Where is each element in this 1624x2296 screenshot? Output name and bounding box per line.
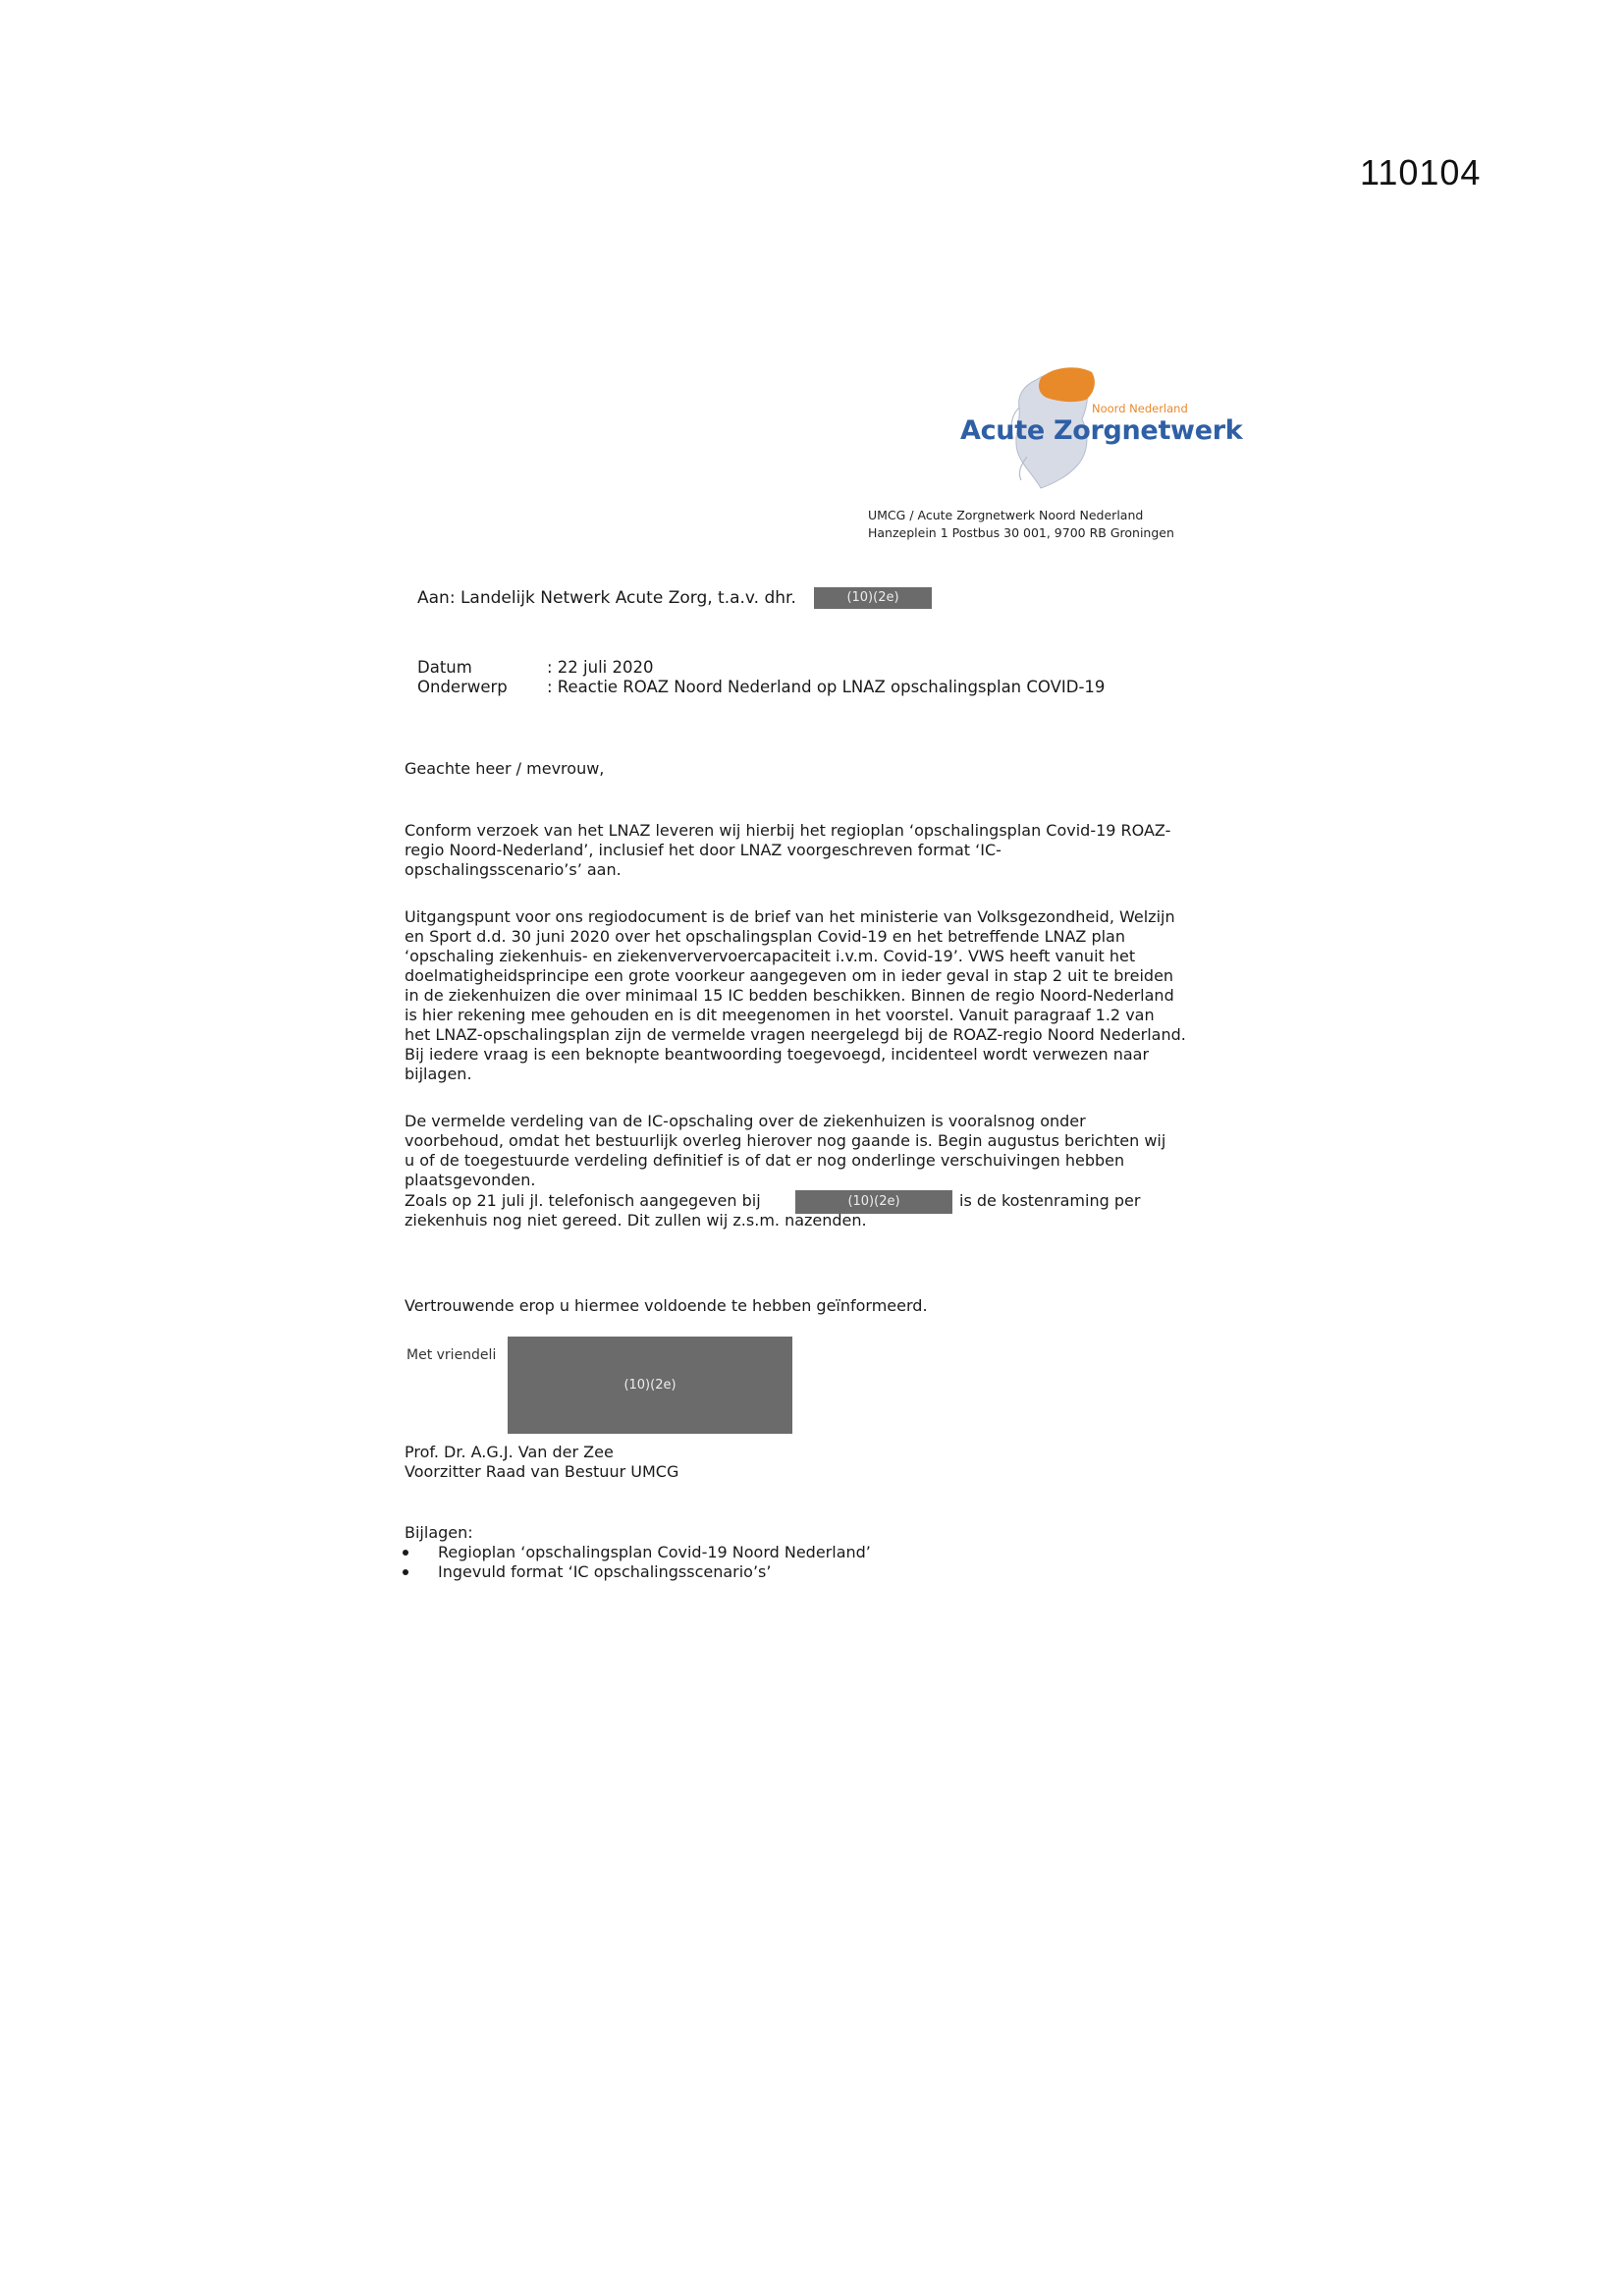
paragraph-1: [405, 821, 1239, 880]
attachments-label: Bijlagen:: [405, 1523, 473, 1542]
paragraph-line: Uitgangspunt voor ons regiodocument is de brief van het ministerie van Volksgezondheid, Welzijn: [405, 907, 1175, 926]
paragraph-4-line-1-start: Zoals op 21 juli jl. telefonisch aangegeven bij: [405, 1191, 761, 1210]
bullet-icon: [403, 1569, 408, 1575]
redaction-box: (10)(2e): [795, 1190, 952, 1214]
paragraph-4-line-1-end: is de kostenraming per: [959, 1191, 1141, 1210]
paragraph-line: en Sport d.d. 30 juni 2020 over het opschalingsplan Covid-19 en het betreffende LNAZ plan: [405, 927, 1125, 946]
sender-address: [868, 507, 1174, 542]
closing-sentence: Vertrouwende erop u hiermee voldoende te hebben geïnformeerd.: [405, 1296, 928, 1315]
signatory-title: Voorzitter Raad van Bestuur UMCG: [405, 1462, 679, 1481]
paragraph-line: plaatsgevonden.: [405, 1171, 536, 1189]
logo-subtitle: Noord Nederland: [1092, 402, 1188, 415]
paragraph-4-line-2: ziekenhuis nog niet gereed. Dit zullen wij z.s.m. nazenden.: [405, 1211, 867, 1230]
logo-title: Acute Zorgnetwerk: [960, 415, 1243, 446]
sender-line-2: Hanzeplein 1 Postbus 30 001, 9700 RB Groningen: [868, 525, 1174, 540]
document-number: 110104: [1360, 152, 1482, 192]
closing-greeting: Met vriendeli: [406, 1347, 497, 1363]
paragraph-3: [405, 1112, 1239, 1190]
paragraph-line: Conform verzoek van het LNAZ leveren wij hierbij het regioplan ‘opschalingsplan Covid-19 ROAZ-: [405, 821, 1171, 840]
subject-value: : Reactie ROAZ Noord Nederland op LNAZ opschalingsplan COVID-19: [547, 678, 1106, 696]
paragraph-line: ‘opschaling ziekenhuis- en ziekenververvoercapaciteit i.v.m. Covid-19’. VWS heeft vanuit het: [405, 947, 1136, 965]
paragraph-line: De vermelde verdeling van de IC-opschaling over de ziekenhuizen is vooralsnog onder: [405, 1112, 1086, 1130]
bullet-icon: [403, 1550, 408, 1556]
paragraph-line: in de ziekenhuizen die over minimaal 15 IC bedden beschikken. Binnen de regio Noord-Nederland: [405, 986, 1174, 1005]
paragraph-line: bijlagen.: [405, 1065, 472, 1083]
paragraph-line: voorbehoud, omdat het bestuurlijk overleg hierover nog gaande is. Begin augustus berichten wij: [405, 1131, 1166, 1150]
paragraph-line: het LNAZ-opschalingsplan zijn de vermelde vragen neergelegd bij de ROAZ-regio Noord Nederland.: [405, 1025, 1186, 1044]
paragraph-line: doelmatigheidsprincipe een grote voorkeur aangegeven om in ieder geval in stap 2 uit te breiden: [405, 966, 1174, 985]
date-label: Datum: [417, 658, 472, 677]
sender-line-1: UMCG / Acute Zorgnetwerk Noord Nederland: [868, 508, 1144, 522]
attachment-item: Ingevuld format ‘IC opschalingsscenario’s’: [438, 1562, 772, 1581]
paragraph-line: u of de toegestuurde verdeling definitief is of dat er nog onderlinge verschuivingen hebben: [405, 1151, 1125, 1170]
addressee-line: Aan: Landelijk Netwerk Acute Zorg, t.a.v. dhr.: [417, 588, 796, 608]
signatory-name: Prof. Dr. A.G.J. Van der Zee: [405, 1443, 614, 1461]
acute-zorgnetwerk-logo: [943, 358, 1243, 496]
date-value: : 22 juli 2020: [547, 658, 654, 677]
paragraph-2: [405, 907, 1239, 1084]
paragraph-line: Bij iedere vraag is een beknopte beantwoording toegevoegd, incidenteel wordt verwezen naar: [405, 1045, 1150, 1064]
attachment-item: Regioplan ‘opschalingsplan Covid-19 Noord Nederland’: [438, 1543, 871, 1561]
signature-redaction-box: (10)(2e): [508, 1337, 792, 1434]
salutation: Geachte heer / mevrouw,: [405, 759, 605, 778]
paragraph-line: opschalingsscenario’s’ aan.: [405, 860, 622, 879]
redaction-box: (10)(2e): [814, 587, 932, 609]
paragraph-line: regio Noord-Nederland’, inclusief het door LNAZ voorgeschreven format ‘IC-: [405, 841, 1001, 859]
subject-label: Onderwerp: [417, 678, 508, 696]
paragraph-line: is hier rekening mee gehouden en is dit meegenomen in het voorstel. Vanuit paragraaf 1.2 van: [405, 1006, 1155, 1024]
